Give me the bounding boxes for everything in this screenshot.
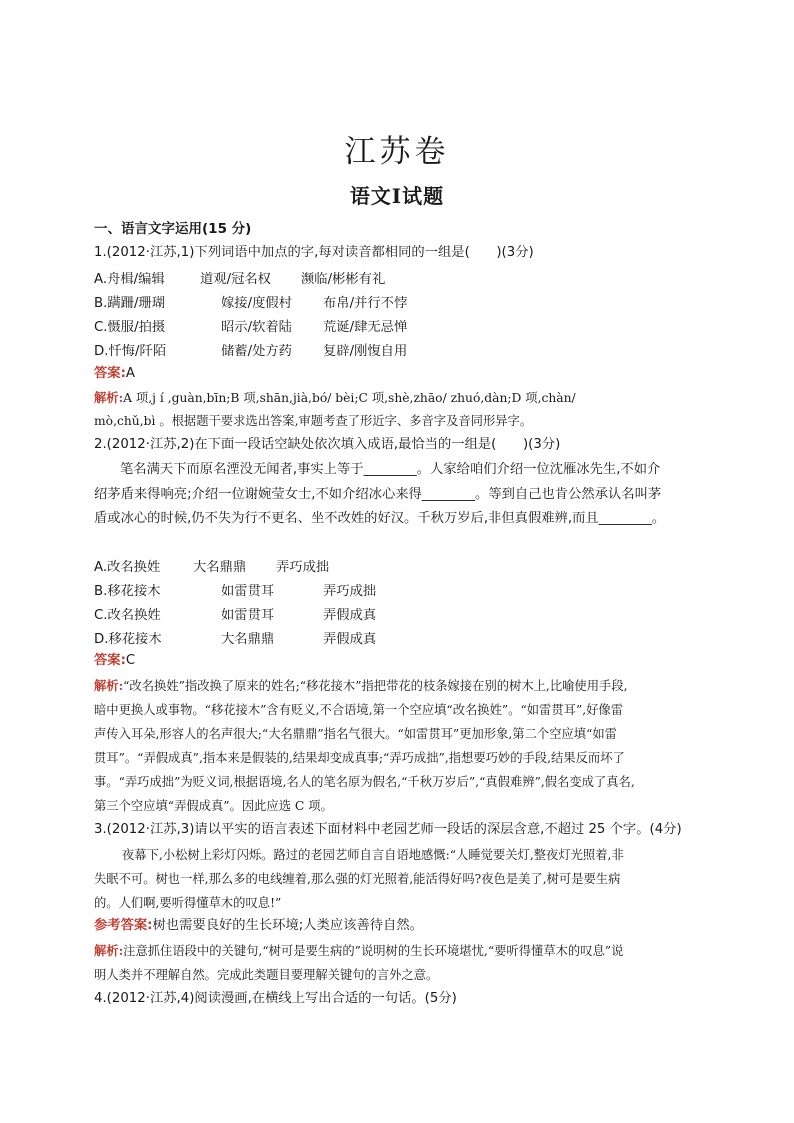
question-4-stem: 4.(2012·江苏,4)阅读漫画,在横线上写出合适的一句话。(5分) (94, 991, 457, 1006)
q1-option-b-1: B.蹒跚/珊瑚 (94, 296, 166, 311)
analysis-label: 解析: (94, 943, 124, 958)
q3-material-line-3: 的。人们啊,要听得懂草木的叹息!” (94, 896, 282, 910)
q1-answer (94, 365, 135, 383)
answer-label: 参考答案: (94, 918, 153, 933)
q2-option-a-3: 弄巧成拙 (276, 560, 330, 575)
q1-option-b-2: 嫁接/度假村 (221, 296, 292, 311)
q1-option-a-3: 濒临/彬彬有礼 (301, 272, 386, 287)
q2-option-b-1: B.移花接木 (94, 584, 161, 599)
page-title: 江苏卷 (344, 134, 450, 170)
q1-option-c-2: 昭示/软着陆 (221, 320, 292, 335)
q2-option-d-3: 弄假成真 (323, 632, 377, 647)
section-heading: 一、语言文字运用(15 分) (94, 221, 252, 237)
answer-label: 答案: (94, 366, 126, 381)
q1-option-a-1: A.舟楫/编辑 (94, 272, 165, 287)
answer-value: 树也需要良好的生长环境;人类应该善待自然。 (152, 918, 423, 933)
q1-option-c-1: C.慑服/拍摄 (94, 320, 166, 335)
q2-option-b-2: 如雷贯耳 (221, 584, 275, 599)
question-3-stem: 3.(2012·江苏,3)请以平实的语言表述下面材料中老园艺师一段话的深层含意,不超过 25 个字。(4分) (94, 822, 682, 837)
question-2-stem: 2.(2012·江苏,2)在下面一段话空缺处依次填入成语,最恰当的一组是( )(3分) (94, 437, 561, 452)
q2-option-b-3: 弄巧成拙 (323, 584, 377, 599)
q3-material-line-1: 夜幕下,小松树上彩灯闪烁。路过的老园艺师自言自语地感慨:“人睡觉要关灯,整夜灯光照着,非 (122, 848, 624, 862)
question-1-stem: 1.(2012·江苏,1)下列词语中加点的字,每对读音都相同的一组是( )(3分) (94, 245, 534, 260)
q2-answer (94, 652, 135, 670)
q1-option-d-2: 储蓄/处方药 (221, 344, 292, 359)
analysis-text: 注意抓住语段中的关键句,“树可是要生病的”说明树的生长环境堪忧,“要听得懂草木的叹息”说 (123, 944, 624, 958)
q3-analysis-line-2: 明人类并不理解自然。完成此类题目要理解关键句的言外之意。 (94, 968, 439, 982)
q2-passage-line-1: 笔名满天下而原名湮没无闻者,事实上等于________。人家给咱们介绍一位沈雁冰先生,不如介 (120, 462, 661, 477)
q2-analysis-line-3: 声传入耳朵,形容人的名声很大;“大名鼎鼎”指名气很大。“如雷贯耳”更加形象,第二个空应填“如雷 (94, 727, 617, 741)
q2-option-a-2: 大名鼎鼎 (193, 560, 247, 575)
q2-option-d-1: D.移花接木 (94, 632, 162, 647)
q1-analysis-line-2: mò,chǔ,bì 。根据题干要求选出答案,审题考查了形近字、多音字及音同形异字。 (94, 414, 533, 428)
q1-option-c-3: 荒诞/肆无忌惮 (323, 320, 408, 335)
q2-option-c-2: 如雷贯耳 (221, 608, 275, 623)
q2-analysis-line-1 (94, 677, 628, 695)
q2-option-c-3: 弄假成真 (323, 608, 377, 623)
analysis-text: “改名换姓”指改换了原来的姓名;“移花接木”指把带花的枝条嫁接在别的树木上,比喻使用手段, (123, 679, 628, 693)
page-subtitle: 语文Ⅰ试题 (349, 184, 445, 208)
q2-analysis-line-4: 贯耳”。“弄假成真”,指本来是假装的,结果却变成真事;“弄巧成拙”,指想要巧妙的手段,结果反而坏了 (94, 751, 625, 765)
q1-option-d-3: 复辟/刚愎自用 (323, 344, 408, 359)
q1-option-a-2: 道观/冠名权 (200, 272, 271, 287)
q2-option-c-1: C.改名换姓 (94, 608, 161, 623)
q2-analysis-line-5: 事。“弄巧成拙”为贬义词,根据语境,名人的笔名原为假名,“千秋万岁后”,“真假难辨”,假名变成了真名, (94, 775, 635, 789)
analysis-text: A 项,j í ,guàn,bīn;B 项,shān,jià,bó/ bèi;C 项,shè,zhāo/ zhuó,dàn;D 项,chàn/ (123, 391, 576, 405)
q2-passage-line-2: 绍茅盾来得响亮;介绍一位谢婉莹女士,不如介绍冰心来得________。等到自己也肯公然承认名叫茅 (94, 487, 662, 502)
q1-analysis-line-1 (94, 389, 576, 407)
q3-analysis-line-1 (94, 942, 623, 960)
answer-value: A (125, 366, 136, 381)
q1-option-b-3: 布帛/并行不悖 (323, 296, 408, 311)
q3-answer (94, 917, 423, 935)
q2-analysis-line-6: 第三个空应填“弄假成真”。因此应选 C 项。 (94, 799, 333, 813)
q1-option-d-1: D.忏悔/阡陌 (94, 344, 167, 359)
q2-analysis-line-2: 暗中更换人或事物。“移花接木”含有贬义,不合语境,第一个空应填“改名换姓”。“如雷贯耳”,好像雷 (94, 703, 624, 717)
q2-option-d-2: 大名鼎鼎 (221, 632, 275, 647)
answer-label: 答案: (94, 653, 126, 668)
analysis-label: 解析: (94, 678, 124, 693)
analysis-label: 解析: (94, 390, 124, 405)
q3-material-line-2: 失眠不可。树也一样,那么多的电线缠着,那么强的灯光照着,能活得好吗?夜色是美了,树可是要生病 (94, 872, 621, 886)
answer-value: C (125, 653, 136, 668)
q2-option-a-1: A.改名换姓 (94, 560, 161, 575)
q2-passage-line-3: 盾或冰心的时候,仍不失为行不更名、坐不改姓的好汉。千秋万岁后,非但真假难辨,而且________。 (94, 511, 666, 526)
